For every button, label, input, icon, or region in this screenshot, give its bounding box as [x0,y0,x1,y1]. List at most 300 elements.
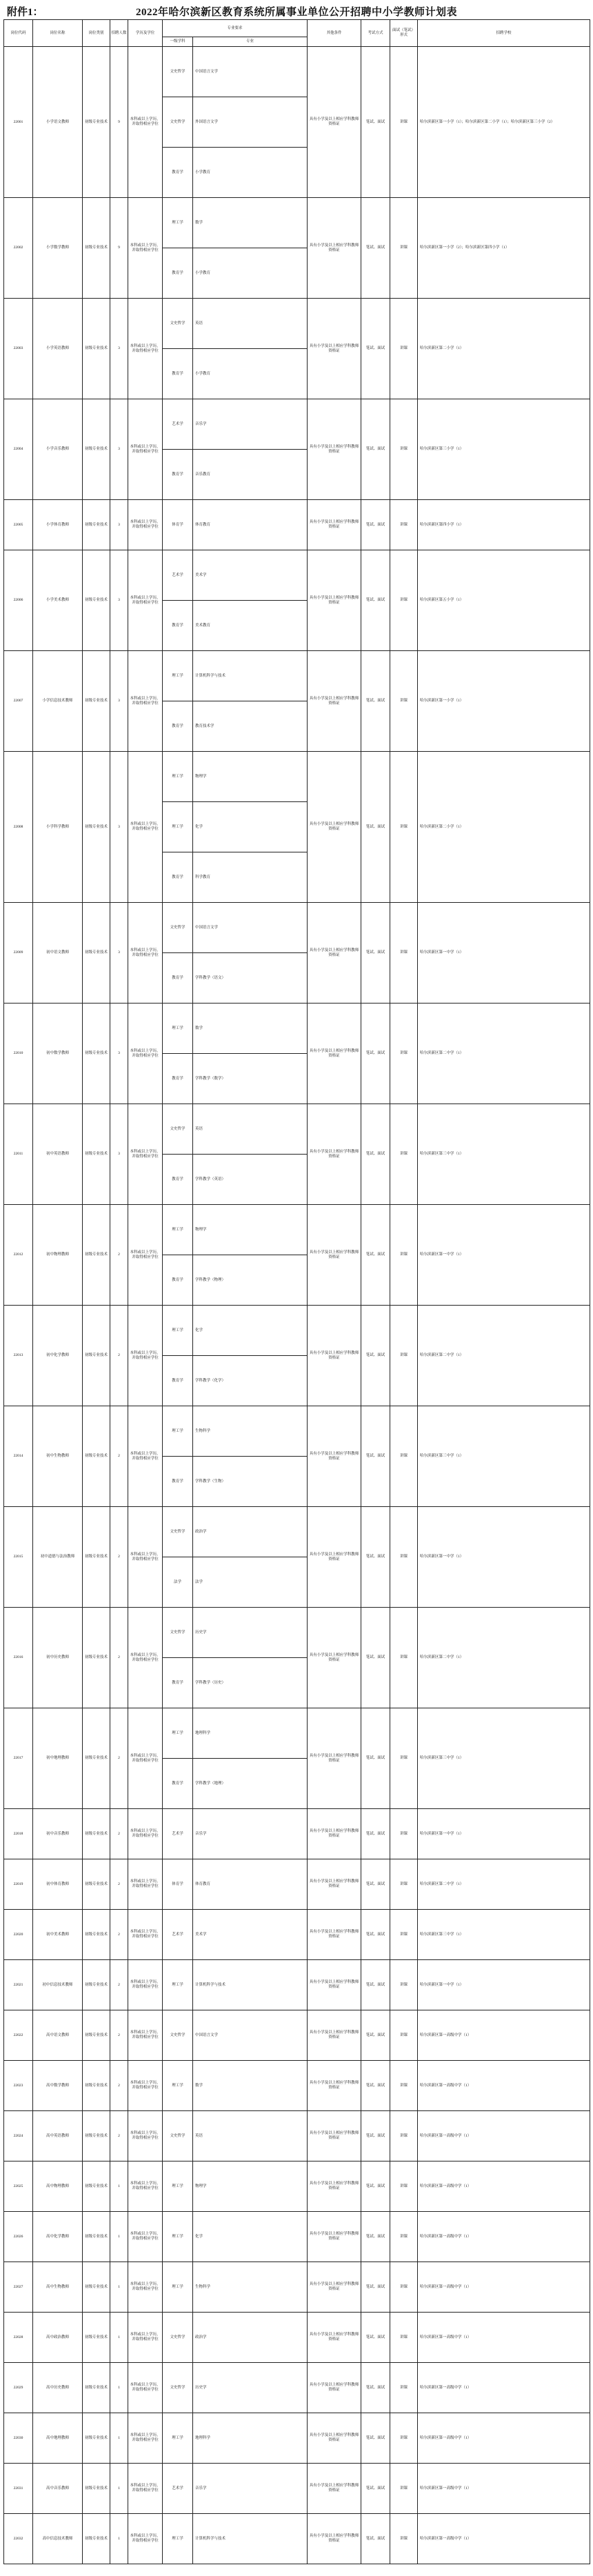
other-conditions: 具有小学及以上相应学科教师资格证 [308,2061,361,2111]
recruiting-schools: 哈尔滨新区第一高级中学（1） [418,2111,590,2161]
recruiting-schools: 哈尔滨新区第二小学（1） [418,752,590,903]
major-discipline: 理工学 [163,1205,193,1255]
post-name: 初中生物教师 [33,1406,83,1507]
major-name: 计算机科学与技术 [193,2514,308,2564]
interview-form: 讲课 [390,299,418,399]
other-conditions: 具有小学及以上相应学科教师资格证 [308,299,361,399]
major-name: 政治学 [193,1507,308,1557]
interview-form: 讲课 [390,1608,418,1708]
major-name: 音乐学 [193,2464,308,2514]
other-conditions: 具有小学及以上相应学科教师资格证 [308,2161,361,2212]
post-count: 1 [110,2363,128,2413]
post-code: 22008 [4,752,33,903]
table-header [4,20,590,47]
post-category: 初级专业技术 [83,1809,110,1859]
other-conditions: 具有小学及以上相应学科教师资格证 [308,1104,361,1205]
exam-method: 笔试、面试 [361,1306,390,1406]
major-name: 计算机科学与技术 [193,1960,308,2010]
post-code: 22028 [4,2313,33,2363]
major-name: 物理学 [193,752,308,802]
post-code: 22012 [4,1205,33,1306]
post-edu: 本科或以上学历，并取得相应学位 [128,2262,163,2313]
table-row [4,2514,590,2564]
major-name: 政治学 [193,2313,308,2363]
post-edu: 本科或以上学历，并取得相应学位 [128,1608,163,1708]
post-count: 3 [110,550,128,651]
interview-form: 讲课 [390,1507,418,1608]
post-category: 初级专业技术 [83,2161,110,2212]
recruiting-schools: 哈尔滨新区第三中学（1） [418,1104,590,1205]
major-discipline: 艺术学 [163,399,193,450]
major-name: 法学 [193,1557,308,1608]
other-conditions: 具有小学及以上相应学科教师资格证 [308,1406,361,1507]
post-category: 初级专业技术 [83,47,110,198]
post-count: 3 [110,903,128,1004]
post-code: 22002 [4,198,33,299]
major-name: 数学 [193,198,308,248]
post-name: 高中化学教师 [33,2212,83,2262]
post-name: 高中生物教师 [33,2262,83,2313]
post-name: 初中道德与法治教师 [33,1507,83,1608]
major-discipline: 理工学 [163,1306,193,1356]
post-count: 3 [110,1004,128,1104]
post-category: 初级专业技术 [83,1859,110,1910]
post-name: 高中语文教师 [33,2010,83,2061]
table-row [4,1205,590,1255]
other-conditions: 具有小学及以上相应学科教师资格证 [308,198,361,299]
post-category: 初级专业技术 [83,1406,110,1507]
major-name: 化学 [193,1306,308,1356]
post-code: 22019 [4,1859,33,1910]
post-category: 初级专业技术 [83,399,110,500]
post-edu: 本科或以上学历，并取得相应学位 [128,651,163,752]
major-discipline: 理工学 [163,2262,193,2313]
interview-form: 讲课 [390,1708,418,1809]
header-major: 专业要求 [163,20,308,37]
major-name: 音乐学 [193,399,308,450]
major-name: 数学 [193,2061,308,2111]
table-row [4,2464,590,2514]
post-name: 初中语文教师 [33,903,83,1004]
recruiting-schools: 哈尔滨新区第一高级中学（1） [418,2313,590,2363]
table-row [4,2212,590,2262]
table-row [4,2061,590,2111]
post-name: 高中信息技术教师 [33,2514,83,2564]
post-name: 小学信息技术教师 [33,651,83,752]
post-count: 2 [110,1306,128,1406]
recruiting-schools: 哈尔滨新区第二中学（1） [418,1004,590,1104]
interview-form: 讲课 [390,2363,418,2413]
major-name: 英语 [193,299,308,349]
interview-form: 讲课 [390,198,418,299]
major-discipline: 文史哲学 [163,47,193,97]
major-discipline: 教育学 [163,1356,193,1406]
post-edu: 本科或以上学历，并取得相应学位 [128,1910,163,1960]
post-category: 初级专业技术 [83,2363,110,2413]
major-discipline: 文史哲学 [163,299,193,349]
recruiting-schools: 哈尔滨新区第三中学（1） [418,1910,590,1960]
post-count: 3 [110,500,128,550]
major-discipline: 文史哲学 [163,1104,193,1155]
major-discipline: 理工学 [163,1004,193,1054]
other-conditions: 具有小学及以上相应学科教师资格证 [308,2413,361,2464]
major-discipline: 理工学 [163,1960,193,2010]
major-discipline: 艺术学 [163,1809,193,1859]
major-discipline: 理工学 [163,2413,193,2464]
exam-method: 笔试、面试 [361,1205,390,1306]
exam-method: 笔试、面试 [361,1910,390,1960]
table-row [4,1406,590,1457]
header-code: 岗位代码 [4,20,33,47]
exam-method: 笔试、面试 [361,1708,390,1809]
post-count: 1 [110,2161,128,2212]
page-title: 2022年哈尔滨新区教育系统所属事业单位公开招聘中小学教师计划表 [135,7,457,18]
major-name: 美术教育 [193,601,308,651]
post-code: 22006 [4,550,33,651]
post-edu: 本科或以上学历，并取得相应学位 [128,2464,163,2514]
major-name: 学科教学（历史） [193,1658,308,1708]
table-row [4,2363,590,2413]
post-name: 高中政治教师 [33,2313,83,2363]
post-count: 1 [110,2313,128,2363]
post-code: 22003 [4,299,33,399]
post-code: 22031 [4,2464,33,2514]
post-name: 高中物理教师 [33,2161,83,2212]
table-row [4,500,590,550]
major-discipline: 理工学 [163,2212,193,2262]
major-discipline: 教育学 [163,450,193,500]
recruiting-schools: 哈尔滨新区第一中学（1） [418,903,590,1004]
table-row [4,1104,590,1155]
other-conditions: 具有小学及以上相应学科教师资格证 [308,500,361,550]
other-conditions: 具有小学及以上相应学科教师资格证 [308,2313,361,2363]
other-conditions: 具有小学及以上相应学科教师资格证 [308,1004,361,1104]
post-name: 小学科学教师 [33,752,83,903]
post-count: 2 [110,1608,128,1708]
post-code: 22024 [4,2111,33,2161]
major-discipline: 艺术学 [163,550,193,601]
post-name: 初中化学教师 [33,1306,83,1406]
table-row [4,1960,590,2010]
post-count: 2 [110,1507,128,1608]
post-edu: 本科或以上学历，并取得相应学位 [128,2363,163,2413]
major-discipline: 教育学 [163,1054,193,1104]
major-name: 生物科学 [193,2262,308,2313]
recruiting-schools: 哈尔滨新区第一高级中学（1） [418,2161,590,2212]
recruiting-schools: 哈尔滨新区第三小学（1） [418,399,590,500]
recruiting-schools: 哈尔滨新区第一高级中学（1） [418,2413,590,2464]
exam-method: 笔试、面试 [361,1809,390,1859]
major-discipline: 艺术学 [163,1910,193,1960]
post-name: 初中美术教师 [33,1910,83,1960]
post-category: 初级专业技术 [83,752,110,903]
major-discipline: 教育学 [163,1759,193,1809]
post-count: 1 [110,2464,128,2514]
table-row [4,752,590,802]
major-discipline: 文史哲学 [163,1507,193,1557]
major-discipline: 法学 [163,1557,193,1608]
major-discipline: 理工学 [163,1406,193,1457]
table-row [4,198,590,248]
post-count: 1 [110,2262,128,2313]
major-name: 计算机科学与技术 [193,651,308,701]
table-row [4,1306,590,1356]
exam-method: 笔试、面试 [361,752,390,903]
post-edu: 本科或以上学历，并取得相应学位 [128,1809,163,1859]
post-count: 1 [110,2413,128,2464]
attachment-label: 附件1： [7,7,43,18]
other-conditions: 具有小学及以上相应学科教师资格证 [308,47,361,198]
major-name: 学科教学（语文） [193,953,308,1004]
other-conditions: 具有小学及以上相应学科教师资格证 [308,2262,361,2313]
post-category: 初级专业技术 [83,1104,110,1205]
major-name: 美术学 [193,1910,308,1960]
interview-form: 讲课 [390,2413,418,2464]
post-code: 22001 [4,47,33,198]
exam-method: 笔试、面试 [361,550,390,651]
recruiting-schools: 哈尔滨新区第一小学（1）；哈尔滨新区第二小学（1）；哈尔滨新区第三小学（2） [418,47,590,198]
post-code: 22005 [4,500,33,550]
other-conditions: 具有小学及以上相应学科教师资格证 [308,1608,361,1708]
exam-method: 笔试、面试 [361,651,390,752]
header-count: 招聘人数 [110,20,128,47]
recruiting-schools: 哈尔滨新区第四小学（1） [418,500,590,550]
exam-method: 笔试、面试 [361,2010,390,2061]
header-major-name: 专业 [193,37,308,47]
interview-form: 讲课 [390,2262,418,2313]
interview-form: 讲课 [390,903,418,1004]
other-conditions: 具有小学及以上相应学科教师资格证 [308,651,361,752]
post-name: 小学体育教师 [33,500,83,550]
post-edu: 本科或以上学历，并取得相应学位 [128,2313,163,2363]
major-discipline: 文史哲学 [163,1608,193,1658]
table-row [4,1809,590,1859]
other-conditions: 具有小学及以上相应学科教师资格证 [308,1809,361,1859]
post-code: 22020 [4,1910,33,1960]
major-discipline: 教育学 [163,701,193,752]
post-count: 3 [110,399,128,500]
exam-method: 笔试、面试 [361,1004,390,1104]
table-row [4,1708,590,1759]
table-row [4,2010,590,2061]
header-other: 其他条件 [308,20,361,47]
major-name: 小学教育 [193,349,308,399]
interview-form: 讲课 [390,2161,418,2212]
post-code: 22011 [4,1104,33,1205]
interview-form: 讲课 [390,2464,418,2514]
post-edu: 本科或以上学历，并取得相应学位 [128,1205,163,1306]
post-count: 2 [110,1910,128,1960]
major-name: 学科教学（物理） [193,1255,308,1306]
major-name: 小学教育 [193,148,308,198]
post-edu: 本科或以上学历，并取得相应学位 [128,752,163,903]
major-discipline: 文史哲学 [163,2313,193,2363]
post-count: 3 [110,651,128,752]
major-discipline: 教育学 [163,601,193,651]
post-edu: 本科或以上学历，并取得相应学位 [128,1306,163,1406]
post-name: 初中英语教师 [33,1104,83,1205]
major-name: 物理学 [193,1205,308,1255]
exam-method: 笔试、面试 [361,2262,390,2313]
post-category: 初级专业技术 [83,2464,110,2514]
major-name: 美术学 [193,550,308,601]
recruiting-schools: 哈尔滨新区第一中学（1） [418,1809,590,1859]
post-edu: 本科或以上学历，并取得相应学位 [128,1004,163,1104]
post-code: 22007 [4,651,33,752]
recruiting-schools: 哈尔滨新区第一中学（1） [418,1507,590,1608]
post-code: 22025 [4,2161,33,2212]
other-conditions: 具有小学及以上相应学科教师资格证 [308,1960,361,2010]
post-category: 初级专业技术 [83,903,110,1004]
post-edu: 本科或以上学历，并取得相应学位 [128,2111,163,2161]
exam-method: 笔试、面试 [361,1104,390,1205]
table-row [4,47,590,97]
major-name: 化学 [193,802,308,852]
post-category: 初级专业技术 [83,1306,110,1406]
post-category: 初级专业技术 [83,2061,110,2111]
interview-form: 讲课 [390,1205,418,1306]
table-row [4,2262,590,2313]
exam-method: 笔试、面试 [361,198,390,299]
major-discipline: 教育学 [163,1457,193,1507]
post-edu: 本科或以上学历，并取得相应学位 [128,903,163,1004]
interview-form: 讲课 [390,47,418,198]
major-name: 学科教学（英语） [193,1155,308,1205]
post-category: 初级专业技术 [83,1205,110,1306]
recruiting-schools: 哈尔滨新区第一小学（2）；哈尔滨新区第四小学（1） [418,198,590,299]
post-edu: 本科或以上学历，并取得相应学位 [128,1406,163,1507]
recruiting-schools: 哈尔滨新区第三中学（1） [418,1708,590,1809]
other-conditions: 具有小学及以上相应学科教师资格证 [308,2514,361,2564]
post-edu: 本科或以上学历，并取得相应学位 [128,2161,163,2212]
post-code: 22018 [4,1809,33,1859]
post-edu: 本科或以上学历，并取得相应学位 [128,2010,163,2061]
interview-form: 讲课 [390,2061,418,2111]
major-name: 教育技术学 [193,701,308,752]
other-conditions: 具有小学及以上相应学科教师资格证 [308,2363,361,2413]
interview-form: 讲课 [390,1859,418,1910]
post-code: 22013 [4,1306,33,1406]
header-discipline: 一级学科 [163,37,193,47]
header-schools: 招聘学校 [418,20,590,47]
interview-form: 讲课 [390,651,418,752]
exam-method: 笔试、面试 [361,1406,390,1507]
post-code: 22029 [4,2363,33,2413]
post-edu: 本科或以上学历，并取得相应学位 [128,2212,163,2262]
major-name: 物理学 [193,2161,308,2212]
major-discipline: 理工学 [163,1708,193,1759]
major-discipline: 文史哲学 [163,903,193,953]
table-row [4,2161,590,2212]
major-name: 中国语言文学 [193,47,308,97]
post-edu: 本科或以上学历，并取得相应学位 [128,299,163,399]
exam-method: 笔试、面试 [361,2363,390,2413]
post-code: 22023 [4,2061,33,2111]
exam-method: 笔试、面试 [361,2111,390,2161]
recruiting-schools: 哈尔滨新区第二中学（1） [418,1859,590,1910]
post-count: 3 [110,752,128,903]
post-category: 初级专业技术 [83,2514,110,2564]
post-name: 初中地理教师 [33,1708,83,1809]
exam-method: 笔试、面试 [361,47,390,198]
post-name: 高中数学教师 [33,2061,83,2111]
other-conditions: 具有小学及以上相应学科教师资格证 [308,903,361,1004]
other-conditions: 具有小学及以上相应学科教师资格证 [308,1859,361,1910]
post-code: 22016 [4,1608,33,1708]
interview-form: 讲课 [390,2212,418,2262]
interview-form: 讲课 [390,500,418,550]
post-name: 小学数学教师 [33,198,83,299]
major-discipline: 教育学 [163,1155,193,1205]
post-count: 3 [110,299,128,399]
post-edu: 本科或以上学历，并取得相应学位 [128,399,163,500]
recruitment-plan-table [3,19,590,2571]
major-name: 中国语言文学 [193,2010,308,2061]
post-category: 初级专业技术 [83,1960,110,2010]
exam-method: 笔试、面试 [361,2061,390,2111]
page-header [0,0,593,21]
post-name: 初中数学教师 [33,1004,83,1104]
major-discipline: 教育学 [163,953,193,1004]
table-row [4,1910,590,1960]
exam-method: 笔试、面试 [361,1507,390,1608]
post-code: 22010 [4,1004,33,1104]
table-row [4,903,590,953]
recruiting-schools: 哈尔滨新区第三中学（1） [418,1406,590,1507]
interview-form: 讲课 [390,1910,418,1960]
table-row [4,1004,590,1054]
table-row [4,1859,590,1910]
post-count: 9 [110,47,128,198]
major-name: 音乐学 [193,1809,308,1859]
major-discipline: 文史哲学 [163,2363,193,2413]
post-code: 22004 [4,399,33,500]
major-discipline: 教育学 [163,1255,193,1306]
post-category: 初级专业技术 [83,1004,110,1104]
post-name: 初中音乐教师 [33,1809,83,1859]
post-code: 22021 [4,1960,33,2010]
post-edu: 本科或以上学历，并取得相应学位 [128,2061,163,2111]
post-name: 小学音乐教师 [33,399,83,500]
post-name: 初中信息技术教师 [33,1960,83,2010]
interview-form: 讲课 [390,550,418,651]
major-name: 历史学 [193,2363,308,2413]
major-discipline: 教育学 [163,1658,193,1708]
exam-method: 笔试、面试 [361,500,390,550]
major-name: 学科教学（生物） [193,1457,308,1507]
interview-form: 讲课 [390,2514,418,2564]
post-edu: 本科或以上学历，并取得相应学位 [128,550,163,651]
major-name: 英语 [193,2111,308,2161]
interview-form: 讲课 [390,1004,418,1104]
major-name: 小学教育 [193,248,308,299]
major-name: 生物科学 [193,1406,308,1457]
major-name: 学科教学（地理） [193,1759,308,1809]
recruiting-schools: 哈尔滨新区第一高级中学（1） [418,2010,590,2061]
major-name: 学科教学（数学） [193,1054,308,1104]
post-category: 初级专业技术 [83,2111,110,2161]
header-category: 岗位类别 [83,20,110,47]
post-edu: 本科或以上学历，并取得相应学位 [128,2413,163,2464]
post-code: 22015 [4,1507,33,1608]
major-name: 化学 [193,2212,308,2262]
exam-method: 笔试、面试 [361,1960,390,2010]
post-count: 3 [110,1104,128,1205]
post-code: 22022 [4,2010,33,2061]
recruiting-schools: 哈尔滨新区第一高级中学（1） [418,2514,590,2564]
exam-method: 笔试、面试 [361,399,390,500]
exam-method: 笔试、面试 [361,903,390,1004]
